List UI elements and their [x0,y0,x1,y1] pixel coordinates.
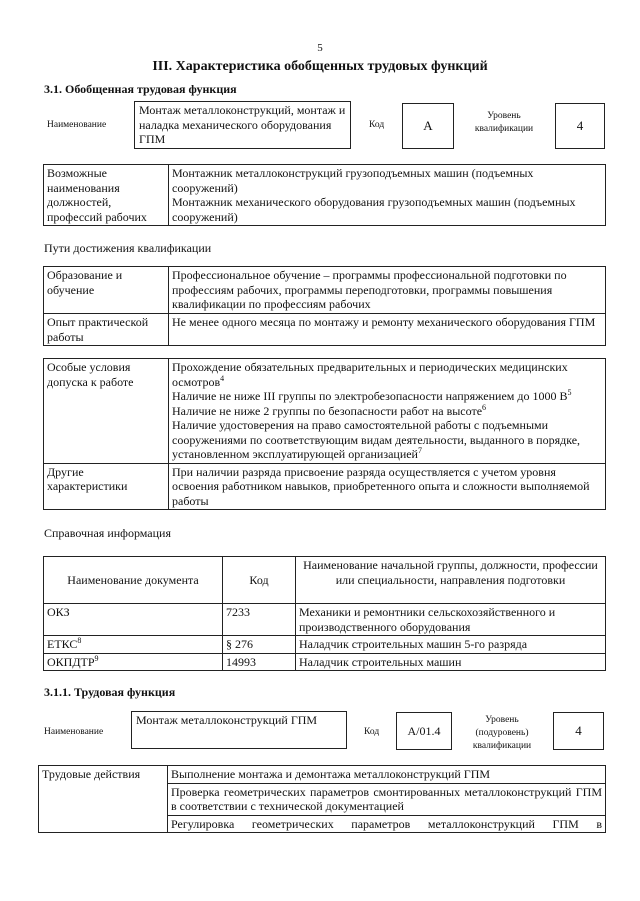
conditions-label: Особые условия допуска к работе [44,359,169,464]
gtf-level-value: 4 [555,103,605,149]
ref-name: Механики и ремонтники сельскохозяйственного и производственного оборудования [296,604,606,636]
ref-code: 7233 [223,604,296,636]
condition-item: Наличие удостоверения на право самостоятельной работы с подъемными сооружениями по соответствующим видам деятельности, выданного в порядке, установленном эксплуатирующей организацией$^7$ [172,418,581,461]
tf-code-value: А/01.4 [396,712,452,750]
ref-header-code: Код [223,557,296,604]
page-number: 5 [317,42,323,54]
positions-label: Возможные наименования должностей, профессий рабочих [44,165,169,226]
ref-name: Наладчик строительных машин [296,653,606,671]
ref-doc: ОКЗ [44,604,223,636]
tf-actions-table [38,765,606,833]
experience-label: Опыт практической работы [44,314,169,346]
conditions-table [43,358,606,510]
tf-level-label: Уровень (подуровень) квалификации [472,715,532,751]
gtf-name-value: Монтаж металлоконструкций, монтаж и наладка механического оборудования ГПМ [134,101,351,149]
reference-table [43,556,606,671]
education-label: Образование и обучение [44,267,169,314]
tf-code-label: Код [364,727,380,737]
positions-table [43,164,606,226]
ref-code: 14993 [223,653,296,671]
education-value: Профессиональное обучение – программы профессиональной подготовки по профессиям рабочих, программы переподготовки, программы повышения квалификации по профессиям рабочих [169,267,606,314]
action-item: Регулировка геометрических параметров металлоконструкций ГПМ в [168,815,606,833]
paths-table [43,266,606,346]
paths-title: Пути достижения квалификации [44,241,212,255]
condition-item: Наличие не ниже 2 группы по безопасности работ на высоте$^6$ [172,402,487,418]
ref-doc: ЕТКС$^8$ [44,636,223,654]
gtf-heading: 3.1. Обобщенная трудовая функция [44,82,237,96]
condition-item: Наличие не ниже III группы по электробезопасности напряжением до 1000 $В^5$ [172,388,572,403]
table-row [44,653,606,671]
ref-header-name: Наименование начальной группы, должности, профессии или специальности, направления подготовки [296,557,606,604]
gtf-level-label: Уровень квалификации [474,111,534,134]
ref-name: Наладчик строительных машин 5-го разряда [296,636,606,654]
section-title: III. Характеристика обобщенных трудовых функций [152,59,488,74]
tf-name-label: Наименование [44,727,104,737]
reference-title: Справочная информация [44,526,171,540]
ref-doc: ОКПДТР$^9$ [44,653,223,671]
ref-code: § 276 [223,636,296,654]
condition-item: Прохождение обязательных предварительных и периодических медицинских осмотров$^4$ [172,360,568,389]
tf-name-value: Монтаж металлоконструкций ГПМ [131,711,347,749]
position-item: Монтажник металлоконструкций грузоподъемных машин (подъемных сооружений) [172,166,534,195]
tf-level-value: 4 [553,712,604,750]
table-row [44,604,606,636]
other-value: При наличии разряда присвоение разряда осуществляется с учетом уровня освоения работником навыков, приобретенного опыта и сложности выполняемой работы [169,463,606,510]
gtf-code-label: Код [369,120,385,130]
gtf-name-label: Наименование [47,120,107,130]
tf-heading: 3.1.1. Трудовая функция [44,685,176,699]
action-item: Проверка геометрических параметров смонтированных металлоконструкций ГПМ в соответствии с технической документацией [168,783,606,815]
action-item: Выполнение монтажа и демонтажа металлоконструкций ГПМ [168,766,606,784]
other-label: Другие характеристики [44,463,169,510]
experience-value: Не менее одного месяца по монтажу и ремонту механического оборудования ГПМ [169,314,606,346]
gtf-code-value: А [402,103,454,149]
actions-label: Трудовые действия [39,766,168,833]
position-item: Монтажник механического оборудования грузоподъемных машин (подъемных сооружений) [172,195,576,224]
ref-header-doc: Наименование документа [44,557,223,604]
table-row [44,636,606,654]
